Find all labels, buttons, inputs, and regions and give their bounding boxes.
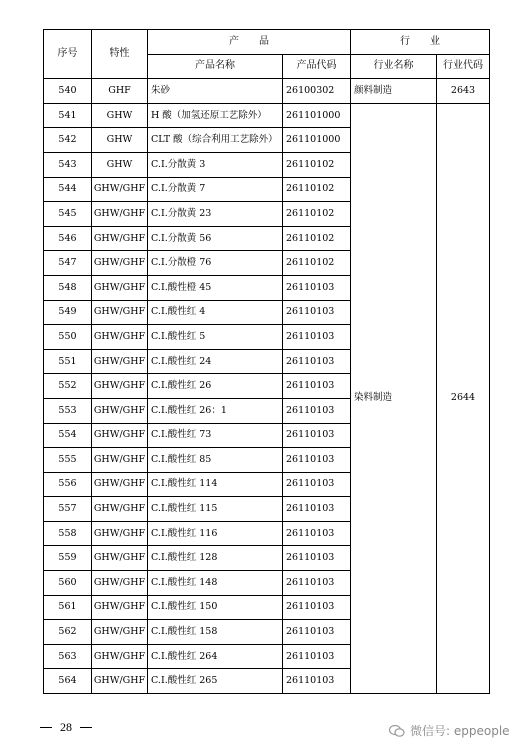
cell-product-name: C.I.酸性红 150 [148, 595, 283, 620]
cell-trait: GHW [92, 128, 148, 153]
cell-trait: GHW/GHF [92, 448, 148, 473]
cell-product-name: C.I.分散黄 56 [148, 226, 283, 251]
cell-trait: GHW/GHF [92, 472, 148, 497]
cell-industry-name: 颜料制造 [351, 79, 437, 104]
cell-seq: 559 [44, 546, 92, 571]
cell-trait: GHW [92, 152, 148, 177]
cell-seq: 542 [44, 128, 92, 153]
cell-product-name: C.I.酸性红 114 [148, 472, 283, 497]
header-product-name: 产品名称 [148, 54, 283, 79]
page-number: 28 [60, 720, 72, 734]
header-product-group: 产 品 [148, 30, 351, 55]
cell-product-name: C.I.酸性红 158 [148, 620, 283, 645]
page-footer [40, 720, 92, 735]
cell-seq: 562 [44, 620, 92, 645]
cell-product-name: C.I.酸性红 85 [148, 448, 283, 473]
cell-trait: GHW/GHF [92, 226, 148, 251]
header-industry-name: 行业名称 [351, 54, 437, 79]
cell-seq: 549 [44, 300, 92, 325]
table-row [44, 79, 490, 104]
cell-product-name: C.I.酸性红 5 [148, 325, 283, 350]
cell-product-code: 26110102 [283, 251, 351, 276]
cell-trait: GHW/GHF [92, 669, 148, 694]
header-trait: 特性 [92, 30, 148, 79]
cell-product-name: C.I.分散黄 3 [148, 152, 283, 177]
cell-trait: GHW/GHF [92, 325, 148, 350]
cell-trait: GHW/GHF [92, 620, 148, 645]
cell-industry-code: 2644 [437, 103, 490, 693]
cell-seq: 553 [44, 398, 92, 423]
cell-seq: 545 [44, 202, 92, 227]
cell-trait: GHW/GHF [92, 251, 148, 276]
cell-trait: GHW/GHF [92, 521, 148, 546]
cell-product-code: 26110103 [283, 472, 351, 497]
cell-product-code: 261101000 [283, 103, 351, 128]
cell-trait: GHF [92, 79, 148, 104]
cell-product-name: C.I.酸性红 148 [148, 571, 283, 596]
cell-trait: GHW/GHF [92, 644, 148, 669]
cell-product-code: 26110103 [283, 595, 351, 620]
cell-product-code: 261101000 [283, 128, 351, 153]
cell-trait: GHW/GHF [92, 300, 148, 325]
cell-product-name: 朱砂 [148, 79, 283, 104]
header-product-code: 产品代码 [283, 54, 351, 79]
cell-trait: GHW/GHF [92, 349, 148, 374]
cell-trait: GHW/GHF [92, 398, 148, 423]
cell-seq: 547 [44, 251, 92, 276]
cell-trait: GHW/GHF [92, 497, 148, 522]
cell-product-code: 26110103 [283, 300, 351, 325]
cell-seq: 560 [44, 571, 92, 596]
cell-seq: 564 [44, 669, 92, 694]
footer-dash-left [40, 727, 52, 728]
cell-trait: GHW/GHF [92, 275, 148, 300]
header-seq: 序号 [44, 30, 92, 79]
cell-product-code: 26110103 [283, 349, 351, 374]
table-row [44, 103, 490, 128]
cell-seq: 544 [44, 177, 92, 202]
footer-dash-right [80, 727, 92, 728]
cell-product-code: 26110103 [283, 620, 351, 645]
cell-product-name: CLT 酸（综合利用工艺除外） [148, 128, 283, 153]
cell-seq: 557 [44, 497, 92, 522]
cell-product-code: 26110103 [283, 325, 351, 350]
cell-product-code: 26110103 [283, 398, 351, 423]
header-industry-code: 行业代码 [437, 54, 490, 79]
cell-product-code: 26110103 [283, 571, 351, 596]
cell-seq: 550 [44, 325, 92, 350]
wechat-icon [389, 724, 405, 738]
cell-product-name: C.I.酸性红 116 [148, 521, 283, 546]
cell-seq: 541 [44, 103, 92, 128]
cell-product-code: 26110103 [283, 374, 351, 399]
cell-product-name: C.I.酸性红 265 [148, 669, 283, 694]
cell-seq: 552 [44, 374, 92, 399]
cell-seq: 563 [44, 644, 92, 669]
cell-product-code: 26100302 [283, 79, 351, 104]
cell-seq: 546 [44, 226, 92, 251]
hazardous-products-table [43, 29, 490, 694]
cell-product-code: 26110102 [283, 177, 351, 202]
cell-product-name: C.I.分散黄 23 [148, 202, 283, 227]
cell-product-name: C.I.酸性红 4 [148, 300, 283, 325]
cell-product-code: 26110102 [283, 226, 351, 251]
cell-seq: 540 [44, 79, 92, 104]
cell-product-code: 26110103 [283, 275, 351, 300]
cell-product-name: C.I.分散黄 7 [148, 177, 283, 202]
cell-industry-code: 2643 [437, 79, 490, 104]
cell-trait: GHW/GHF [92, 571, 148, 596]
cell-product-name: C.I.酸性红 264 [148, 644, 283, 669]
cell-trait: GHW/GHF [92, 177, 148, 202]
cell-trait: GHW/GHF [92, 423, 148, 448]
cell-product-name: C.I.酸性红 26：1 [148, 398, 283, 423]
cell-seq: 556 [44, 472, 92, 497]
cell-product-name: C.I.酸性红 73 [148, 423, 283, 448]
cell-product-name: C.I.酸性红 115 [148, 497, 283, 522]
wechat-watermark [389, 722, 510, 739]
cell-seq: 543 [44, 152, 92, 177]
cell-product-name: C.I.分散橙 76 [148, 251, 283, 276]
cell-seq: 554 [44, 423, 92, 448]
cell-trait: GHW/GHF [92, 374, 148, 399]
cell-trait: GHW [92, 103, 148, 128]
cell-product-name: C.I.酸性红 26 [148, 374, 283, 399]
cell-product-code: 26110103 [283, 448, 351, 473]
cell-product-name: C.I.酸性红 24 [148, 349, 283, 374]
cell-trait: GHW/GHF [92, 546, 148, 571]
cell-product-code: 26110102 [283, 202, 351, 227]
cell-industry-name: 染料制造 [351, 103, 437, 693]
cell-product-code: 26110103 [283, 644, 351, 669]
cell-product-name: H 酸（加氢还原工艺除外） [148, 103, 283, 128]
header-industry-group: 行 业 [351, 30, 490, 55]
cell-product-code: 26110103 [283, 669, 351, 694]
cell-product-code: 26110102 [283, 152, 351, 177]
cell-product-code: 26110103 [283, 497, 351, 522]
cell-seq: 558 [44, 521, 92, 546]
cell-product-code: 26110103 [283, 546, 351, 571]
cell-trait: GHW/GHF [92, 595, 148, 620]
cell-seq: 548 [44, 275, 92, 300]
cell-product-name: C.I.酸性橙 45 [148, 275, 283, 300]
cell-product-name: C.I.酸性红 128 [148, 546, 283, 571]
cell-product-code: 26110103 [283, 423, 351, 448]
cell-seq: 561 [44, 595, 92, 620]
wechat-id: 微信号: eppeople [410, 724, 510, 738]
cell-seq: 551 [44, 349, 92, 374]
cell-seq: 555 [44, 448, 92, 473]
cell-product-code: 26110103 [283, 521, 351, 546]
cell-trait: GHW/GHF [92, 202, 148, 227]
